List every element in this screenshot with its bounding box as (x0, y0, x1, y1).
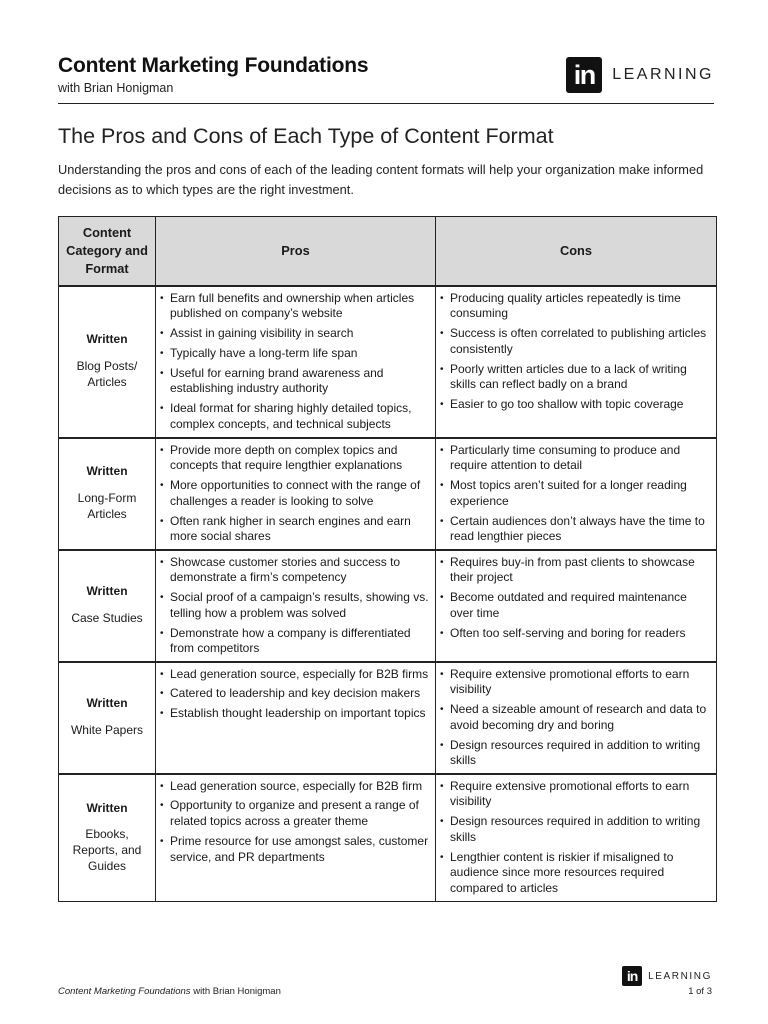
con-item: • Success is often correlated to publishing articles consistently (450, 326, 712, 358)
pros-cons-table (58, 216, 717, 902)
page-title: The Pros and Cons of Each Type of Content Format (58, 124, 554, 148)
con-item: • Design resources required in addition to writing skills (450, 814, 712, 846)
pro-item: • Showcase customer stories and success to demonstrate a firm’s competency (170, 555, 431, 587)
table-row (59, 662, 717, 774)
pros-list (170, 667, 431, 722)
category-type: Written (86, 800, 128, 815)
con-item: • Poorly written articles due to a lack of writing skills can reflect badly on a brand (450, 362, 712, 394)
footer-logo (622, 966, 712, 986)
table-row (59, 550, 717, 662)
con-item: • Producing quality articles repeatedly is time consuming (450, 291, 712, 323)
intro-paragraph: Understanding the pros and cons of each of the leading content formats will help your organization make informed decisions as to which types are the right investment. (58, 162, 704, 197)
con-item: • Need a sizeable amount of research and data to avoid becoming dry and boring (450, 702, 712, 734)
pro-item: • Demonstrate how a company is differentiated from competitors (170, 626, 431, 658)
format-name: Long-Form Articles (77, 491, 137, 521)
pros-cell (156, 550, 436, 662)
con-item: • Become outdated and required maintenance over time (450, 590, 712, 622)
con-item: • Design resources required in addition to writing skills (450, 738, 712, 770)
linkedin-learning-logo (566, 57, 714, 93)
cons-list (450, 779, 712, 898)
pro-item: • Lead generation source, especially for B2B firm (170, 779, 431, 795)
pros-cell (156, 662, 436, 774)
con-item: • Often too self-serving and boring for readers (450, 626, 712, 642)
linkedin-in-icon: in (566, 57, 602, 93)
pro-item: • Opportunity to organize and present a range of related topics across a greater theme (170, 798, 431, 830)
con-item: • Particularly time consuming to produce and require attention to detail (450, 443, 712, 475)
footer-course-author: with Brian Honigman (190, 986, 281, 997)
con-item: • Require extensive promotional efforts to earn visibility (450, 667, 712, 699)
header-cons: Cons (436, 217, 717, 286)
brand-text: LEARNING (612, 66, 714, 83)
header-divider (58, 103, 714, 104)
footer-course-title: Content Marketing Foundations (58, 986, 191, 997)
page-header (58, 54, 714, 104)
cons-cell (436, 662, 717, 774)
pro-item: • Establish thought leadership on important topics (170, 706, 431, 722)
format-name: Case Studies (71, 611, 143, 625)
format-name: Ebooks, Reports, and Guides (72, 827, 142, 874)
cons-list (450, 555, 712, 642)
pros-list (170, 555, 431, 658)
header-category: Content Category and Format (59, 217, 156, 286)
con-item: • Most topics aren’t suited for a longer reading experience (450, 478, 712, 510)
pro-item: • Earn full benefits and ownership when articles published on company’s website (170, 291, 431, 323)
con-item: • Easier to go too shallow with topic coverage (450, 397, 712, 413)
category-cell (59, 550, 156, 662)
linkedin-in-icon: in (622, 966, 642, 986)
table-body (59, 286, 717, 902)
con-item: • Lengthier content is riskier if misaligned to audience since more resources required compared to articles (450, 850, 712, 897)
pro-item: • Social proof of a campaign’s results, showing vs. telling how a problem was solved (170, 590, 431, 622)
cons-list (450, 291, 712, 414)
pro-item: • Provide more depth on complex topics and concepts that require lengthier explanations (170, 443, 431, 475)
pros-cell (156, 286, 436, 438)
page-number: 1 of 3 (688, 986, 712, 997)
format-name: White Papers (70, 723, 144, 737)
pro-item: • Catered to leadership and key decision makers (170, 686, 431, 702)
category-type: Written (86, 584, 128, 599)
pros-list (170, 443, 431, 546)
con-item: • Requires buy-in from past clients to showcase their project (450, 555, 712, 587)
cons-cell (436, 774, 717, 902)
pro-item: • More opportunities to connect with the range of challenges a reader is looking to solve (170, 478, 431, 510)
header-pros: Pros (156, 217, 436, 286)
pro-item: • Prime resource for use amongst sales, customer service, and PR departments (170, 834, 431, 866)
pro-item: • Ideal format for sharing highly detailed topics, complex concepts, and technical subjects (170, 401, 431, 433)
course-title: Content Marketing Foundations (58, 54, 369, 77)
table-row (59, 774, 717, 902)
con-item: • Certain audiences don’t always have the time to read lengthier pieces (450, 514, 712, 546)
pros-list (170, 779, 431, 866)
pros-list (170, 291, 431, 433)
course-author: with Brian Honigman (58, 81, 174, 95)
table-header-row (59, 217, 717, 286)
pros-cell (156, 774, 436, 902)
category-cell (59, 662, 156, 774)
category-cell (59, 774, 156, 902)
cons-cell (436, 550, 717, 662)
pro-item: • Often rank higher in search engines and earn more social shares (170, 514, 431, 546)
cons-list (450, 667, 712, 770)
footer-brand-text: LEARNING (648, 970, 712, 982)
category-type: Written (86, 332, 128, 347)
pro-item: • Assist in gaining visibility in search (170, 326, 431, 342)
category-type: Written (86, 464, 128, 479)
category-cell (59, 286, 156, 438)
cons-cell (436, 286, 717, 438)
format-name: Blog Posts/ Articles (76, 359, 138, 389)
pro-item: • Typically have a long-term life span (170, 346, 431, 362)
cons-cell (436, 438, 717, 550)
table-row (59, 438, 717, 550)
footer-course (58, 986, 281, 997)
table-row (59, 286, 717, 438)
category-cell (59, 438, 156, 550)
con-item: • Require extensive promotional efforts to earn visibility (450, 779, 712, 811)
pro-item: • Useful for earning brand awareness and establishing industry authority (170, 366, 431, 398)
category-type: Written (86, 696, 128, 711)
pros-cell (156, 438, 436, 550)
cons-list (450, 443, 712, 546)
pro-item: • Lead generation source, especially for B2B firms (170, 667, 431, 683)
